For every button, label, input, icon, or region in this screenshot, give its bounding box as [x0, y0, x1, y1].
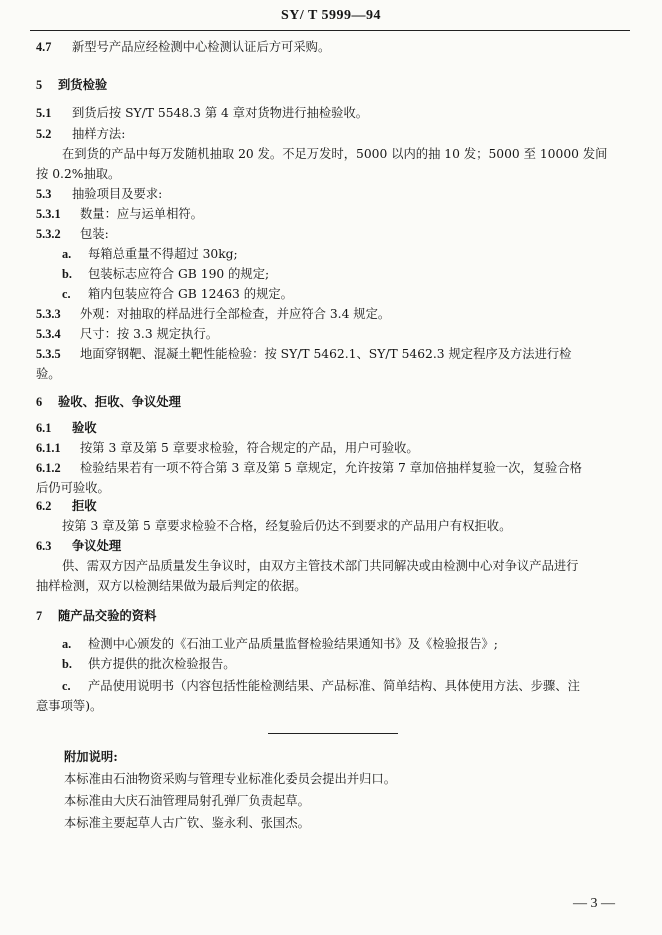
section-title: 验收、拒收、争议处理 — [58, 394, 181, 409]
clause-4-7 — [36, 37, 626, 57]
clause-number: 6.2 — [36, 499, 52, 513]
clause-text: 抽样方法: — [72, 127, 126, 141]
list-letter: b. — [62, 657, 72, 671]
clause-5-3-1 — [36, 204, 626, 224]
clause-6-3-body-line-2 — [36, 576, 626, 596]
section-title: 到货检验 — [58, 77, 108, 92]
list-letter: a. — [62, 247, 72, 261]
section-7-heading — [36, 606, 626, 626]
clause-5-3-5 — [36, 344, 626, 364]
clause-text: 检验结果若有一项不符合第 3 章及第 5 章规定，允许按第 7 章加倍抽样复验一次，复验合格 — [80, 461, 582, 475]
list-text: 包装标志应符合 GB 190 的规定; — [88, 267, 270, 281]
clause-5-3-2 — [36, 224, 626, 244]
list-item-a — [62, 634, 652, 654]
clause-5-3-5-continued — [36, 364, 626, 384]
section-title: 随产品交验的资料 — [58, 608, 157, 623]
paragraph-text: 抽样检测，双方以检测结果做为最后判定的依据。 — [36, 579, 307, 593]
clause-5-3 — [36, 184, 626, 204]
clause-number: 5.3.1 — [36, 207, 61, 221]
clause-number: 6.1.1 — [36, 441, 61, 455]
paragraph-text: 意事项等)。 — [36, 699, 103, 713]
clause-6-3-body-line-1 — [62, 556, 627, 576]
clause-number: 4.7 — [36, 40, 52, 54]
list-letter: c. — [62, 287, 71, 301]
clause-text: 按第 3 章及第 5 章要求检验，符合规定的产品，用户可验收。 — [80, 441, 419, 455]
list-letter: c. — [62, 679, 71, 693]
clause-text: 包装: — [80, 227, 109, 241]
note-item: 本标准主要起草人古广钦、鉴永利、张国杰。 — [64, 816, 310, 830]
list-text: 产品使用说明书（内容包括性能检测结果、产品标准、简单结构、具体使用方法、步骤、注 — [88, 679, 580, 693]
section-6-heading — [36, 392, 626, 412]
header-rule — [30, 30, 630, 31]
note-item: 本标准由大庆石油管理局射孔弹厂负责起草。 — [64, 794, 310, 808]
clause-number: 5.2 — [36, 127, 52, 141]
note-item: 本标准由石油物资采购与管理专业标准化委员会提出并归口。 — [64, 772, 397, 786]
list-text: 箱内包装应符合 GB 12463 的规定。 — [88, 287, 293, 301]
clause-6-1-heading — [36, 418, 626, 438]
list-text: 检测中心颁发的《石油工业产品质量监督检验结果通知书》及《检验报告》; — [88, 637, 498, 651]
clause-text: 外观：对抽取的样品进行全部检查，并应符合 3.4 规定。 — [80, 307, 391, 321]
section-5-heading — [36, 75, 626, 95]
clause-number: 6.3 — [36, 539, 52, 553]
clause-number: 6.1 — [36, 421, 52, 435]
clause-5-3-4 — [36, 324, 626, 344]
clause-text: 数量：应与运单相符。 — [80, 207, 203, 221]
notes-separator-rule — [268, 733, 398, 734]
clause-5-2 — [36, 124, 626, 144]
clause-6-1-2 — [36, 458, 626, 478]
page-number: — 3 — — [573, 896, 615, 911]
clause-6-1-1 — [36, 438, 626, 458]
clause-6-2-heading — [36, 496, 626, 516]
clause-title: 争议处理 — [72, 538, 122, 553]
clause-number: 6.1.2 — [36, 461, 61, 475]
clause-5-2-body-line-1 — [62, 144, 627, 164]
clause-6-3-heading — [36, 536, 626, 556]
section-number: 5 — [36, 78, 43, 92]
list-text: 供方提供的批次检验报告。 — [88, 657, 236, 671]
clause-6-1-2-continued — [36, 478, 626, 498]
paragraph-text: 按 0.2%抽取。 — [36, 167, 121, 181]
clause-6-2-body — [62, 516, 652, 536]
list-item-c — [62, 676, 628, 696]
list-item-c — [62, 284, 652, 304]
clause-5-2-body-line-2 — [36, 164, 626, 184]
clause-text: 地面穿钢靶、混凝土靶性能检验：按 SY/T 5462.1、SY/T 5462.3 规定程序及方法进行检 — [80, 347, 572, 361]
clause-text: 到货后按 SY/T 5548.3 第 4 章对货物进行抽检验收。 — [72, 106, 369, 120]
section-number: 7 — [36, 609, 43, 623]
clause-title: 拒收 — [72, 498, 97, 513]
list-text: 每箱总重量不得超过 30kg; — [88, 247, 238, 261]
paragraph-text: 验。 — [36, 367, 61, 381]
clause-5-1 — [36, 103, 626, 123]
standard-number-header: SY/ T 5999—94 — [280, 8, 382, 23]
clause-number: 5.1 — [36, 106, 52, 120]
clause-number: 5.3.2 — [36, 227, 61, 241]
paragraph-text: 在到货的产品中每万发随机抽取 20 发。不足万发时，5000 以内的抽 10 发；5000 至 10000 发间 — [62, 147, 608, 161]
section-number: 6 — [36, 395, 43, 409]
paragraph-text: 按第 3 章及第 5 章要求检验不合格，经复验后仍达不到要求的产品用户有权拒收。 — [62, 519, 512, 533]
clause-5-3-3 — [36, 304, 626, 324]
paragraph-text: 供、需双方因产品质量发生争议时，由双方主管技术部门共同解决或由检测中心对争议产品进行 — [62, 559, 579, 573]
clause-title: 验收 — [72, 420, 97, 435]
paragraph-text: 后仍可验收。 — [36, 481, 110, 495]
list-item-b — [62, 264, 652, 284]
list-letter: a. — [62, 637, 72, 651]
list-letter: b. — [62, 267, 72, 281]
list-item-c-continued — [36, 696, 626, 716]
notes-title: 附加说明: — [64, 749, 118, 764]
clause-number: 5.3.5 — [36, 347, 61, 361]
clause-text: 新型号产品应经检测中心检测认证后方可采购。 — [72, 40, 331, 54]
clause-text: 抽验项目及要求: — [72, 187, 163, 201]
clause-number: 5.3 — [36, 187, 52, 201]
clause-text: 尺寸：按 3.3 规定执行。 — [80, 327, 219, 341]
clause-number: 5.3.3 — [36, 307, 61, 321]
list-item-b — [62, 654, 652, 674]
list-item-a — [62, 244, 652, 264]
clause-number: 5.3.4 — [36, 327, 61, 341]
